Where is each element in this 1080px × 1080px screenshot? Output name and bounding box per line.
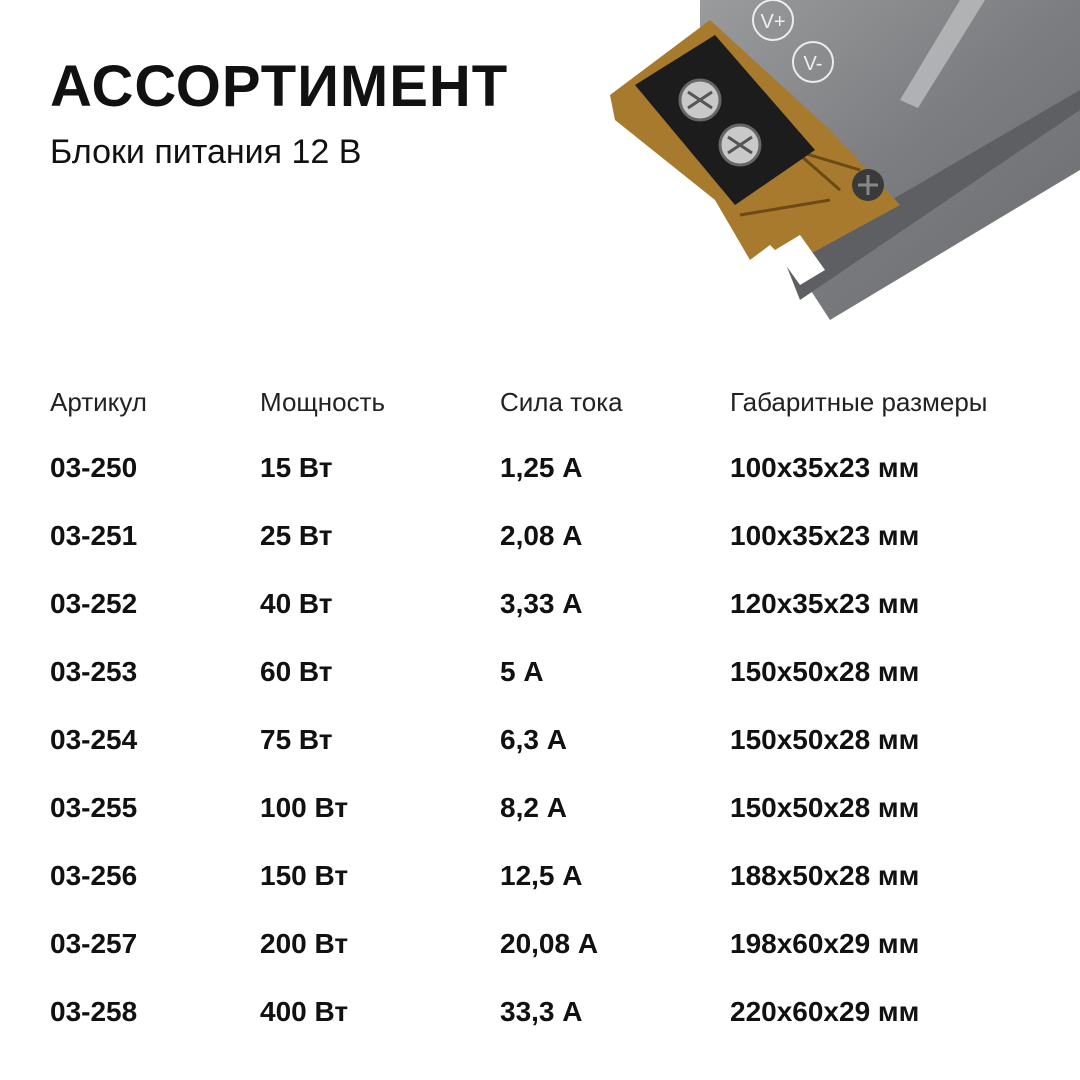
power-cell: 25 Вт	[260, 520, 333, 551]
current-cell: 5 А	[500, 656, 544, 687]
table-row	[50, 854, 1060, 922]
page-title: АССОРТИМЕНТ	[50, 54, 509, 119]
dimensions-cell: 150x50x28 мм	[730, 724, 920, 755]
dimensions-cell: 150x50x28 мм	[730, 792, 920, 823]
article-cell: 03-255	[50, 792, 138, 823]
dimensions-cell: 100x35x23 мм	[730, 452, 920, 483]
table-row	[50, 718, 1060, 786]
table-row	[50, 514, 1060, 582]
current-cell: 2,08 А	[500, 520, 583, 551]
column-header-dimensions: Габаритные размеры	[730, 387, 988, 417]
page-subtitle: Блоки питания 12 В	[50, 133, 362, 171]
power-cell: 15 Вт	[260, 452, 333, 483]
power-cell: 60 Вт	[260, 656, 333, 687]
dimensions-cell: 188x50x28 мм	[730, 860, 920, 891]
article-cell: 03-256	[50, 860, 138, 891]
column-header-article: Артикул	[50, 387, 147, 417]
spec-table	[50, 380, 1060, 1058]
table-row	[50, 582, 1060, 650]
power-cell: 150 Вт	[260, 860, 349, 891]
power-cell: 75 Вт	[260, 724, 333, 755]
article-cell: 03-252	[50, 588, 138, 619]
column-header-power: Мощность	[260, 387, 386, 417]
article-cell: 03-253	[50, 656, 138, 687]
table-row	[50, 446, 1060, 514]
power-cell: 200 Вт	[260, 928, 349, 959]
dimensions-cell: 150x50x28 мм	[730, 656, 920, 687]
dimensions-cell: 120x35x23 мм	[730, 588, 920, 619]
current-cell: 20,08 А	[500, 928, 599, 959]
dimensions-cell: 198x60x29 мм	[730, 928, 920, 959]
dimensions-cell: 100x35x23 мм	[730, 520, 920, 551]
column-header-current: Сила тока	[500, 387, 623, 417]
article-cell: 03-258	[50, 996, 138, 1027]
article-cell: 03-254	[50, 724, 138, 755]
current-cell: 3,33 А	[500, 588, 583, 619]
table-header	[50, 380, 1060, 430]
current-cell: 33,3 А	[500, 996, 583, 1027]
power-cell: 400 Вт	[260, 996, 349, 1027]
current-cell: 8,2 А	[500, 792, 567, 823]
article-cell: 03-251	[50, 520, 138, 551]
power-cell: 100 Вт	[260, 792, 349, 823]
power-supply-image	[600, 0, 1080, 330]
current-cell: 6,3 А	[500, 724, 567, 755]
terminal-plus-label: V+	[760, 11, 786, 33]
terminal-minus-label: V-	[803, 53, 823, 75]
current-cell: 12,5 А	[500, 860, 583, 891]
table-row	[50, 922, 1060, 990]
article-cell: 03-257	[50, 928, 138, 959]
table-row	[50, 786, 1060, 854]
article-cell: 03-250	[50, 452, 138, 483]
dimensions-cell: 220x60x29 мм	[730, 996, 920, 1027]
table-row	[50, 650, 1060, 718]
current-cell: 1,25 А	[500, 452, 583, 483]
power-cell: 40 Вт	[260, 588, 333, 619]
table-row	[50, 990, 1060, 1058]
